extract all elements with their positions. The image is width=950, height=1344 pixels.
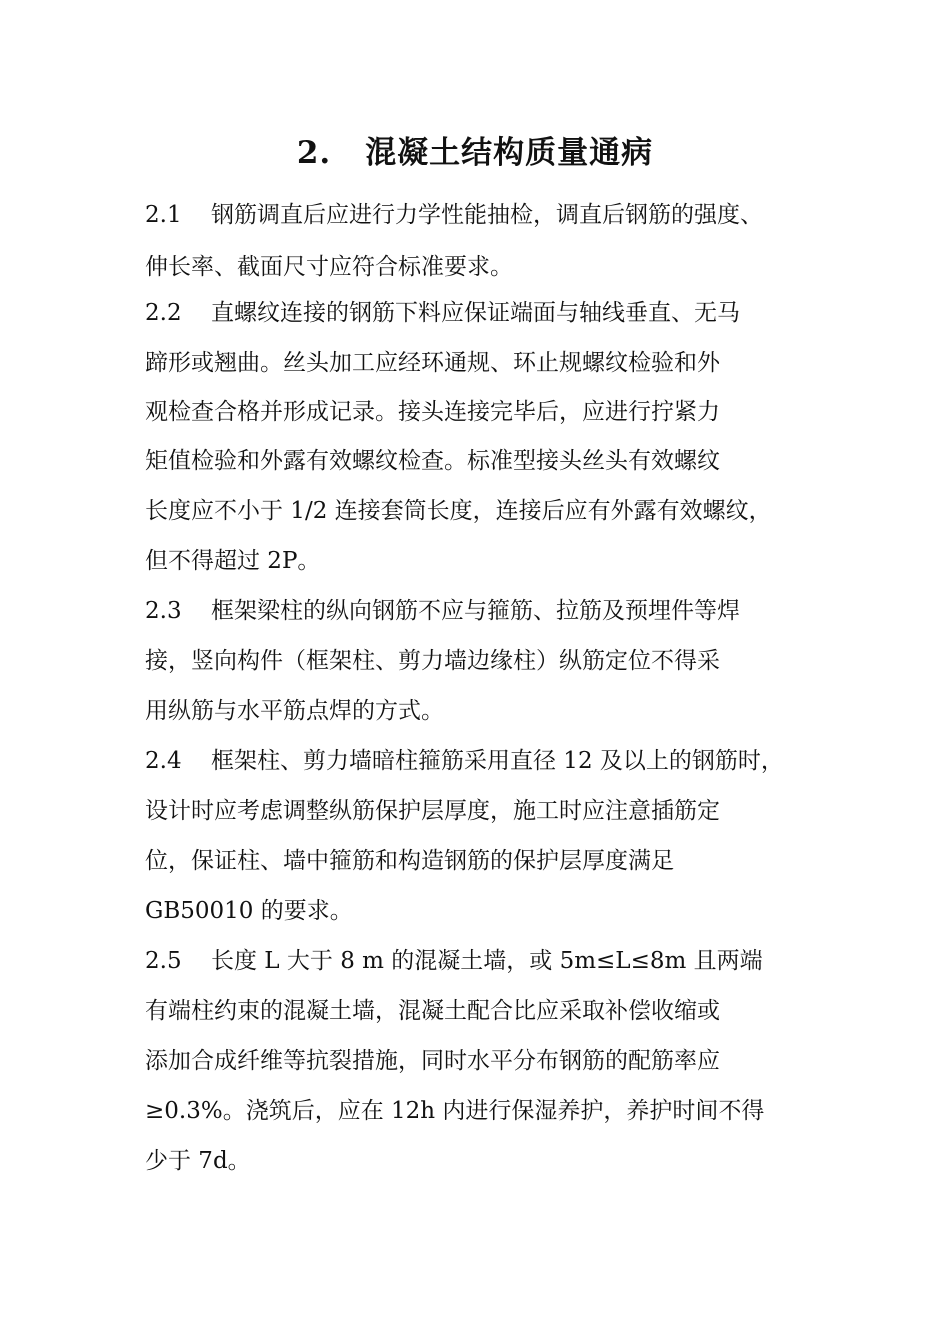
text-line [145, 546, 320, 576]
text-line [145, 496, 772, 526]
section-number: 2. [296, 135, 332, 171]
text-line [145, 446, 720, 476]
line-text: 用纵筋与水平筋点焊的方式。 [145, 698, 444, 724]
text-line [145, 1046, 720, 1076]
text-line [145, 696, 444, 726]
text-line [145, 348, 720, 378]
line-text: 添加合成纤维等抗裂措施，同时水平分布钢筋的配筋率应 [145, 1048, 720, 1074]
text-line [145, 796, 720, 826]
text-line [145, 646, 720, 676]
clause-number: 2.3 [145, 598, 182, 624]
line-text: 接，竖向构件（框架柱、剪力墙边缘柱）纵筋定位不得采 [145, 648, 720, 674]
line-text: 少于 7d。 [145, 1148, 251, 1174]
text-line [145, 252, 513, 282]
line-text: 位，保证柱、墙中箍筋和构造钢筋的保护层厚度满足 [145, 848, 674, 874]
line-text: 框架柱、剪力墙暗柱箍筋采用直径 12 及以上的钢筋时， [211, 748, 784, 774]
text-line [145, 996, 720, 1026]
line-text: 长度应不小于 1/2 连接套筒长度，连接后应有外露有效螺纹， [145, 498, 772, 524]
line-text: 设计时应考虑调整纵筋保护层厚度，施工时应注意插筋定 [145, 798, 720, 824]
line-text: 钢筋调直后应进行力学性能抽检，调直后钢筋的强度、 [211, 202, 763, 228]
line-text: 有端柱约束的混凝土墙，混凝土配合比应采取补偿收缩或 [145, 998, 720, 1024]
text-line [145, 946, 763, 976]
clause-number: 2.4 [145, 748, 182, 774]
text-line [145, 596, 740, 626]
section-title-text: 混凝土结构质量通病 [365, 135, 654, 171]
line-text: 观检查合格并形成记录。接头连接完毕后，应进行拧紧力 [145, 399, 720, 425]
clause-number: 2.1 [145, 202, 182, 228]
line-text: 框架梁柱的纵向钢筋不应与箍筋、拉筋及预埋件等焊 [211, 598, 740, 624]
clause-number: 2.2 [145, 300, 182, 326]
text-line [145, 1096, 764, 1126]
line-text: 直螺纹连接的钢筋下料应保证端面与轴线垂直、无马 [211, 300, 740, 326]
line-text: ≥0.3%。浇筑后，应在 12h 内进行保湿养护，养护时间不得 [145, 1098, 765, 1124]
line-text: GB50010 的要求。 [145, 898, 353, 924]
text-line [145, 200, 763, 230]
line-text: 蹄形或翘曲。丝头加工应经环通规、环止规螺纹检验和外 [145, 350, 720, 376]
text-line [145, 746, 784, 776]
text-line [145, 298, 740, 328]
clause-number: 2.5 [145, 948, 182, 974]
text-line [145, 896, 353, 926]
line-text: 矩值检验和外露有效螺纹检查。标准型接头丝头有效螺纹 [145, 448, 720, 474]
line-text: 伸长率、截面尺寸应符合标准要求。 [145, 254, 513, 280]
line-text: 长度 L 大于 8 m 的混凝土墙，或 5m≤L≤8m 且两端 [211, 948, 763, 974]
text-line [145, 1146, 251, 1176]
section-title [0, 128, 950, 178]
text-line [145, 397, 720, 427]
line-text: 但不得超过 2P。 [145, 548, 321, 574]
text-line [145, 846, 674, 876]
